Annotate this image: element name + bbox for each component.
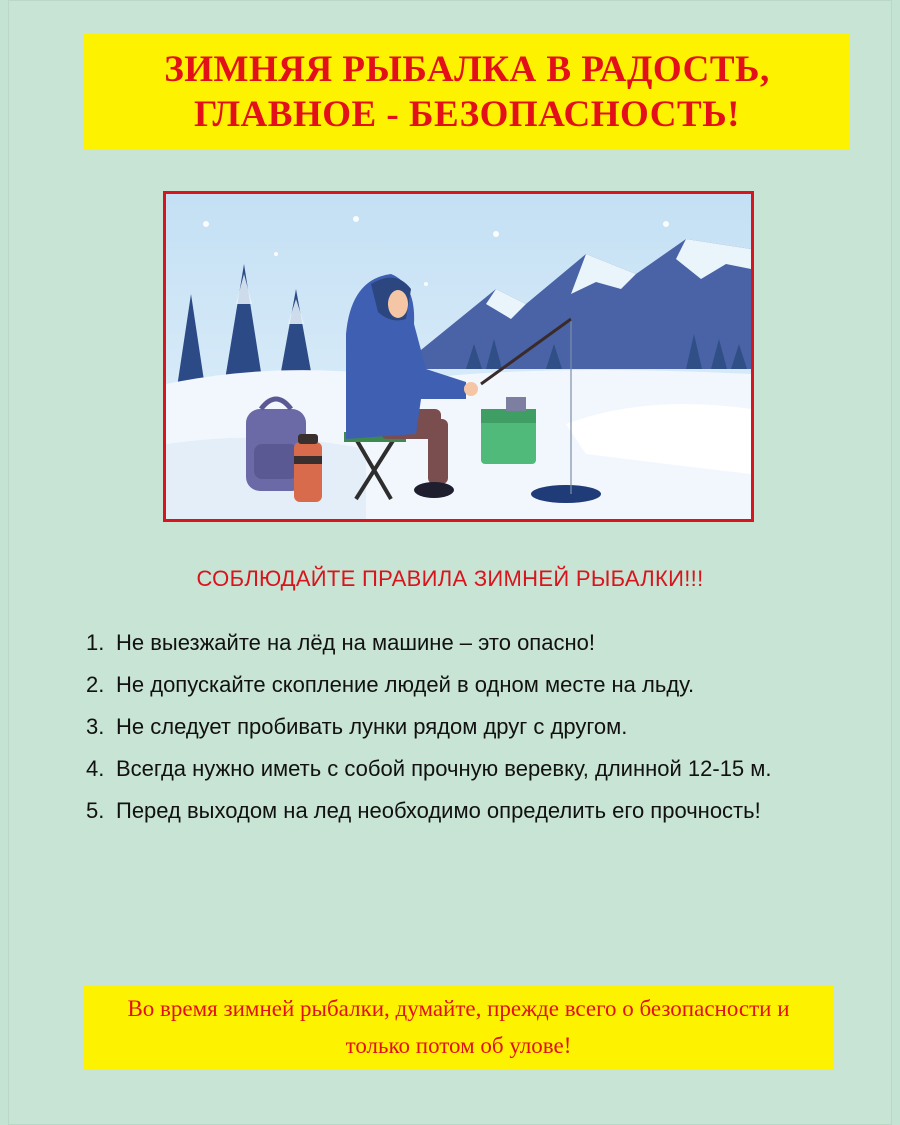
bottom-note-banner: [84, 985, 833, 1069]
rule-text: Перед выходом на лед необходимо определить его прочность!: [116, 798, 761, 823]
rule-number: 4.: [86, 756, 105, 781]
rule-item: [86, 792, 846, 829]
rule-item: [86, 750, 846, 787]
ice-fishing-illustration: [163, 191, 754, 522]
rule-number: 1.: [86, 630, 105, 655]
rule-item: [86, 708, 846, 745]
title-line-1: ЗИМНЯЯ РЫБАЛКА В РАДОСТЬ,: [164, 49, 770, 90]
rule-item: [86, 666, 846, 703]
rule-number: 5.: [86, 798, 105, 823]
rules-heading: СОБЛЮДАЙТЕ ПРАВИЛА ЗИМНЕЙ РЫБАЛКИ!!!: [196, 566, 704, 591]
rule-text: Не следует пробивать лунки рядом друг с другом.: [116, 714, 628, 739]
poster-page: [8, 0, 892, 1125]
ice-fishing-scene: [166, 194, 751, 519]
thermos: [294, 442, 322, 502]
rule-text: Не выезжайте на лёд на машине – это опасно!: [116, 630, 595, 655]
rule-number: 3.: [86, 714, 105, 739]
ice-hole: [531, 485, 601, 503]
title-line-2: ГЛАВНОЕ - БЕЗОПАСНОСТЬ!: [194, 94, 740, 135]
rule-text: Не допускайте скопление людей в одном месте на льду.: [116, 672, 695, 697]
rule-item: [86, 624, 846, 661]
rules-list: [86, 624, 846, 834]
rule-number: 2.: [86, 672, 105, 697]
title-banner: [84, 34, 850, 150]
rule-text: Всегда нужно иметь с собой прочную веревку, длинной 12-15 м.: [116, 756, 772, 781]
bottom-note-text: Во время зимней рыбалки, думайте, прежде всего о безопасности и только потом об улове!: [127, 996, 790, 1058]
